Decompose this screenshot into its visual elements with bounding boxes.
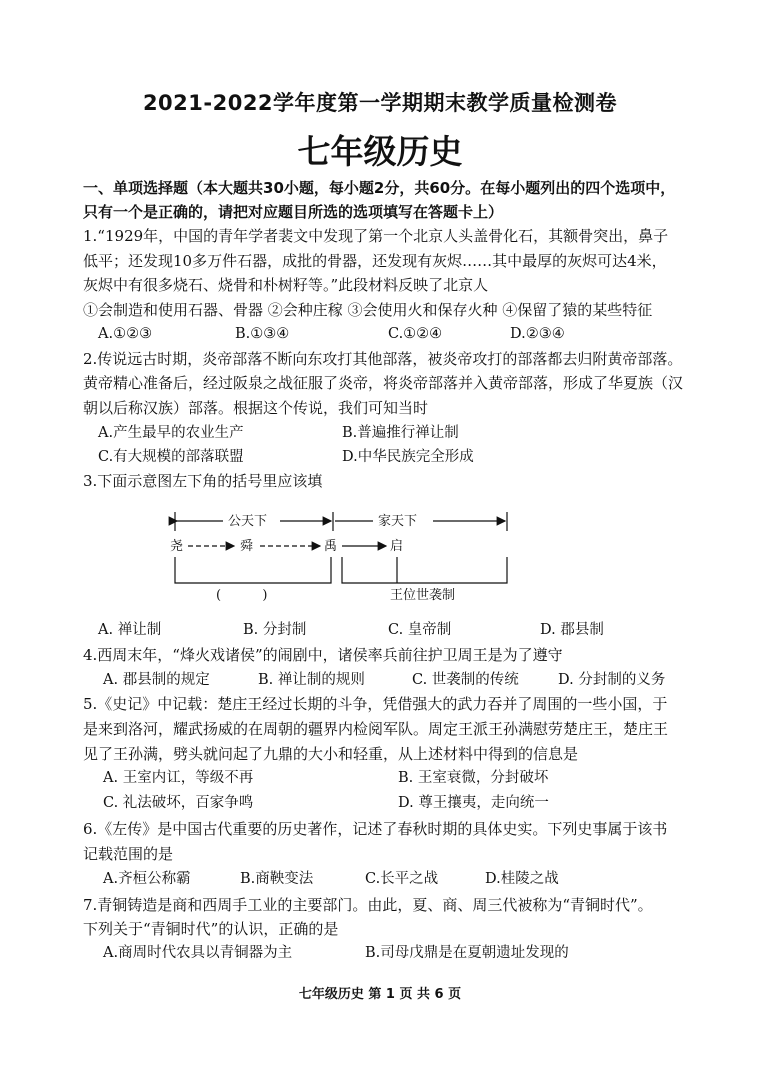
q5-stem-line: 见了王孙满，劈头就问起了九鼎的大小和轻重，从上述材料中得到的信息是: [83, 745, 579, 763]
q3-stem-line: 3.下面示意图左下角的括号里应该填: [83, 472, 323, 490]
q1-option-a: A.①②③: [98, 326, 153, 342]
q5-stem-line: 是来到洛河，耀武扬威的在周朝的疆界内检阅军队。周定王派王孙满慰劳楚庄王，楚庄王: [83, 720, 669, 738]
q6-option-b: B.商鞅变法: [240, 871, 314, 887]
section-heading-line2: 只有一个是正确的，请把对应题目所选的选项填写在答题卡上）: [83, 203, 504, 221]
q6-option-c: C.长平之战: [365, 871, 439, 887]
q1-option-c: C.①②④: [388, 326, 443, 342]
q5-option-c: C. 礼法破坏，百家争鸣: [103, 795, 254, 811]
left-bracket: [175, 557, 331, 583]
q1-stem-line: 1.“1929年，中国的青年学者裴文中发现了第一个北京人头盖骨化石，其额骨突出，鼻子: [83, 227, 669, 245]
name-shun: 舜: [240, 539, 254, 554]
q6-stem-line: 6.《左传》是中国古代重要的历史著作，记述了春秋时期的具体史实。下列史事属于该书: [83, 820, 668, 838]
q6-stem-line: 记载范围的是: [83, 845, 174, 863]
q3-option-a: A. 禅让制: [98, 622, 162, 638]
q4-option-b: B. 禅让制的规则: [258, 672, 365, 688]
q5-stem-line: 5.《史记》中记载：楚庄王经过长期的斗争，凭借强大的武力吞并了周围的一些小国，于: [83, 695, 668, 713]
succession-diagram: [168, 505, 528, 617]
name-yu: 禹: [324, 539, 338, 554]
q7-stem-line: 7.青铜铸造是商和西周手工业的主要部门。由此，夏、商、周三代被称为“青铜时代”。: [83, 896, 653, 914]
q3-option-c: C. 皇帝制: [388, 622, 452, 638]
q2-stem-line: 2.传说远古时期，炎帝部落不断向东攻打其他部落，被炎帝攻打的部落都去归附黄帝部落。: [83, 350, 683, 368]
q1-stem-line: ①会制造和使用石器、骨器 ②会种庄稼 ③会使用火和保存火种 ④保留了猿的某些特征: [83, 301, 653, 319]
q2-option-d: D.中华民族完全形成: [342, 449, 474, 465]
q4-stem-line: 4.西周末年，“烽火戏诸侯”的闹剧中，诸侯率兵前往护卫周王是为了遵守: [83, 646, 563, 664]
exam-title: 2021-2022学年度第一学期期末教学质量检测卷: [142, 91, 618, 115]
q4-option-c: C. 世袭制的传统: [412, 672, 519, 688]
label-hereditary: 王位世袭制: [390, 588, 456, 603]
q5-option-d: D. 尊王攘夷，走向统一: [398, 795, 549, 811]
q2-stem-line: 朝以后称汉族）部落。根据这个传说，我们可知当时: [83, 399, 429, 417]
q4-option-a: A. 郡县制的规定: [103, 672, 210, 688]
q4-option-d: D. 分封制的义务: [558, 672, 666, 688]
right-bracket: [342, 557, 507, 583]
q1-option-b: B.①③④: [235, 326, 290, 342]
q7-option-a: A.商周时代农具以青铜器为主: [103, 945, 293, 961]
name-qi: 启: [390, 539, 404, 554]
q1-stem-line: 灰烬中有很多烧石、烧骨和朴树籽等。”此段材料反映了北京人: [83, 276, 489, 294]
q2-option-b: B.普遍推行禅让制: [342, 425, 459, 441]
q5-option-b: B. 王室衰微，分封破坏: [398, 770, 549, 786]
name-yao: 尧: [170, 539, 184, 554]
q1-stem-line: 低平；还发现10多万件石器，成批的骨器，还发现有灰烬……其中最厚的灰烬可达4米，: [83, 252, 667, 270]
label-gong-tian-xia: 公天下: [228, 514, 268, 529]
q3-option-b: B. 分封制: [243, 622, 307, 638]
q3-option-d: D. 郡县制: [540, 622, 604, 638]
label-jia-tian-xia: 家天下: [378, 514, 418, 529]
q6-option-a: A.齐桓公称霸: [103, 871, 191, 887]
q1-option-d: D.②③④: [510, 326, 565, 342]
q5-option-a: A. 王室内讧，等级不再: [103, 770, 254, 786]
q2-stem-line: 黄帝精心准备后，经过阪泉之战征服了炎帝，将炎帝部落并入黄帝部落，形成了华夏族（汉: [83, 374, 684, 392]
q6-option-d: D.桂陵之战: [485, 871, 559, 887]
subject-title: 七年级历史: [297, 132, 463, 171]
q2-option-a: A.产生最早的农业生产: [98, 425, 244, 441]
blank-parentheses: ( ): [216, 588, 268, 603]
q7-option-b: B.司母戊鼎是在夏朝遗址发现的: [365, 945, 569, 961]
page-footer: 七年级历史 第 1 页 共 6 页: [298, 987, 462, 1002]
section-heading-line1: 一、单项选择题（本大题共30小题，每小题2分，共60分。在每小题列出的四个选项中，: [83, 179, 676, 197]
q2-option-c: C.有大规模的部落联盟: [98, 449, 244, 465]
q7-stem-line: 下列关于“青铜时代”的认识，正确的是: [83, 920, 339, 938]
